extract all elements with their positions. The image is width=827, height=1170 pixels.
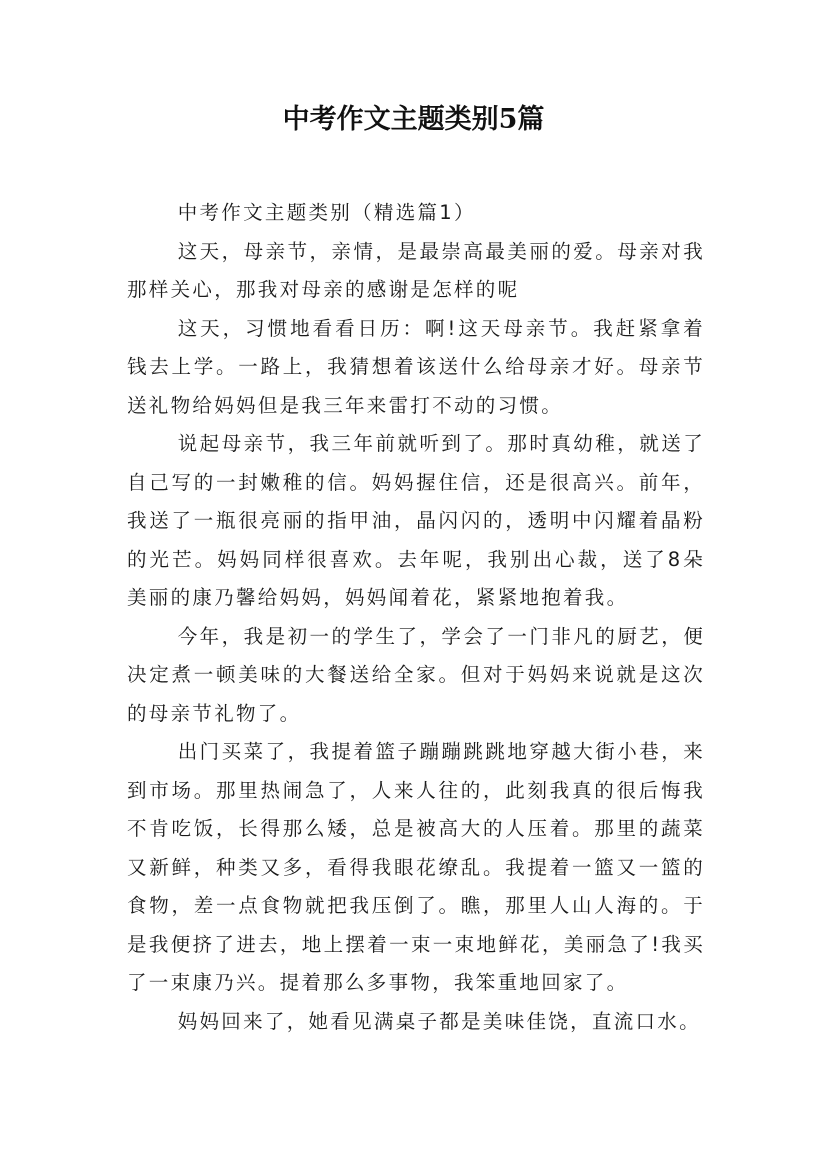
section-heading: 中考作文主题类别（精选篇1） <box>177 201 476 224</box>
body-paragraph: 出门买菜了，我提着篮子蹦蹦跳跳地穿越大街小巷，来到市场。那里热闹急了，人来人往的，此刻我真的很后悔我不肯吃饭，长得那么矮，总是被高大的人压着。那里的蔬菜又新鲜，种类又多，看得我眼花缭乱。我提着一篮又一篮的食物，差一点食物就把我压倒了。瞧，那里人山人海的。于是我便挤了进去，地上摆着一束一束地鲜花，美丽急了!我买了一束康乃兴。提着那么多事物，我笨重地回家了。 <box>127 740 705 994</box>
body-paragraph: 这天，母亲节，亲情，是最崇高最美丽的爱。母亲对我那样关心，那我对母亲的感谢是怎样的呢 <box>127 239 705 301</box>
body-paragraph: 说起母亲节，我三年前就听到了。那时真幼稚，就送了自己写的一封嫩稚的信。妈妈握住信，还是很高兴。前年，我送了一瓶很亮丽的指甲油，晶闪闪的，透明中闪耀着晶粉的光芒。妈妈同样很喜欢。去年呢，我别出心裁，送了8朵美丽的康乃馨给妈妈，妈妈闻着花，紧紧地抱着我。 <box>127 432 705 609</box>
document-body <box>127 194 705 1041</box>
body-paragraph: 妈妈回来了，她看见满桌子都是美味佳饶，直流口水。 <box>177 1009 701 1033</box>
body-paragraph: 今年，我是初一的学生了，学会了一门非凡的厨艺，便决定煮一顿美味的大餐送给全家。但对于妈妈来说就是这次的母亲节礼物了。 <box>127 624 705 725</box>
document-title: 中考作文主题类别5篇 <box>282 104 545 135</box>
body-paragraph: 这天，习惯地看看日历：啊!这天母亲节。我赶紧拿着钱去上学。一路上，我猜想着该送什么给母亲才好。母亲节送礼物给妈妈但是我三年来雷打不动的习惯。 <box>127 316 705 417</box>
